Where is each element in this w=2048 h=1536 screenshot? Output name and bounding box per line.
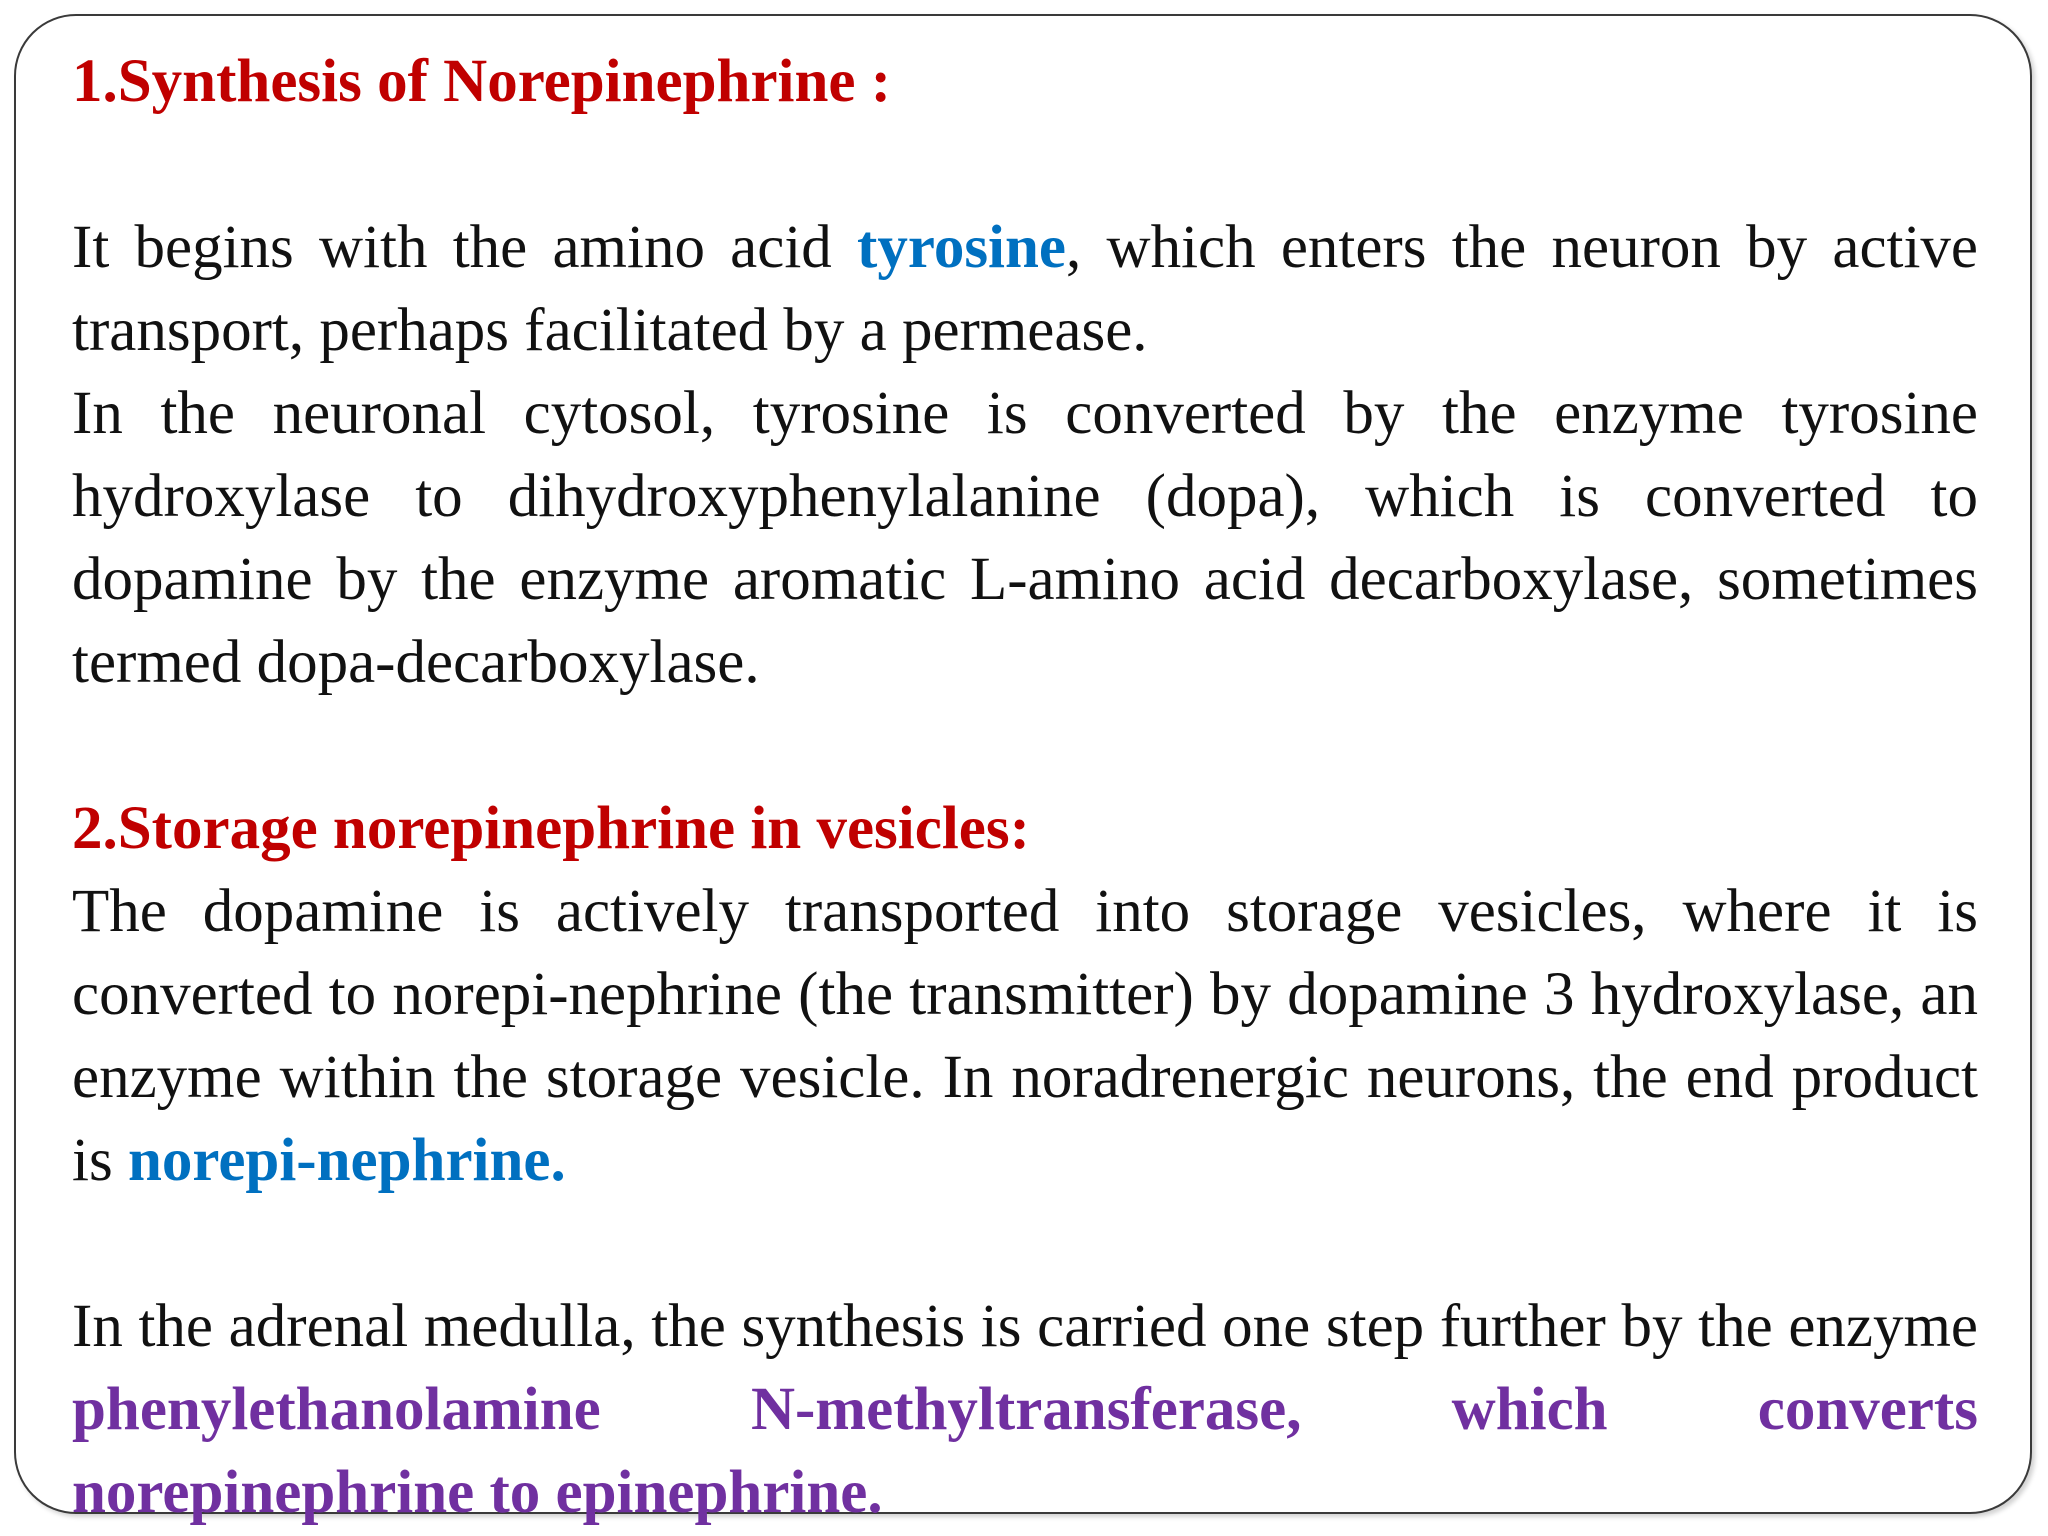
section-1-paragraph-1 [72,206,1978,372]
text-run: It begins with the amino acid [72,214,858,281]
section-3-paragraph-1 [72,1285,1978,1534]
section-1-heading: 1.Synthesis of Norepinephrine : [72,48,892,115]
spacer [72,704,1978,787]
text-run: The dopamine is actively transported into storage vesicles, where it is converted to norepi-nephrine (the transmitter) by dopamine 3 hydroxylase, an enzyme within the storage vesicle. In noradrenergic neurons, the end product is [72,878,1978,1194]
highlight-tyrosine: tyrosine [857,214,1067,281]
text-run: , which enters the neuron by active transport, perhaps facilitated by a permease. [72,214,1978,364]
highlight-pnmt: phenylethanolamine N-methyltransferase, which converts norepinephrine to epinephrine. [72,1376,1978,1526]
section-1-paragraph-2: In the neuronal cytosol, tyrosine is converted by the enzyme tyrosine hydroxylase to dihydroxyphenylalanine (dopa), which is converted to dopamine by the enzyme aromatic L-amino acid decarboxylase, sometimes termed dopa-decarboxylase. [72,380,1978,696]
section-2-paragraph-1 [72,870,1978,1202]
text-run: In the adrenal medulla, the synthesis is carried one step further by the enzyme [72,1293,1978,1360]
spacer [72,1202,1978,1285]
spacer [72,123,1978,206]
slide-content [72,40,1978,1534]
highlight-norepinephrine: norepi-nephrine. [127,1127,566,1194]
section-2-heading: 2.Storage norepinephrine in vesicles: [72,795,1030,862]
